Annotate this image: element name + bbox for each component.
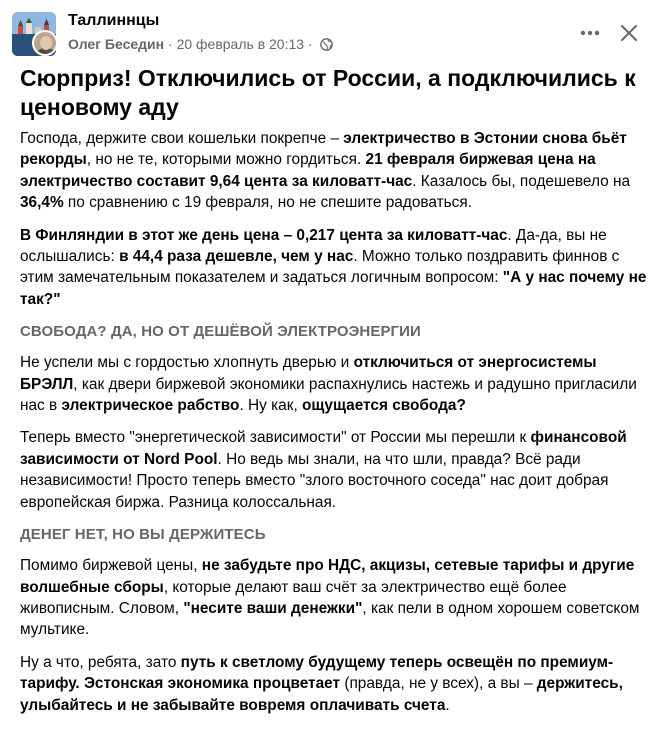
close-button[interactable] <box>614 18 644 48</box>
more-options-button[interactable] <box>575 18 605 48</box>
section-heading-freedom: СВОБОДА? ДА, НО ОТ ДЕШЁВОЙ ЭЛЕКТРОЭНЕРГИИ <box>20 323 421 341</box>
post-meta <box>68 36 333 52</box>
paragraph-1: Господа, держите свои кошельки покрепче – электричество в Эстонии снова бьёт рекорды, но не те, которыми можно гордиться. 21 февраля биржевая цена на электричество составит 9,64 цента за киловатт-час. Казалось бы, подешевело на 36,4% по сравнению с 19 февраля, но не спешите радоваться. <box>20 130 631 212</box>
paragraph-4: Теперь вместо "энергетической зависимости" от России мы перешли к финансовой зависимости от Nord Pool. Но ведь мы знали, на что шли, правда? Всё ради независимости! Просто теперь вместо "злого восточного соседа" нас доит добрая европейская биржа. Разница колоссальная. <box>20 429 627 511</box>
post-title: Сюрприз! Отключились от России, а подключились к ценовому аду <box>20 65 636 120</box>
paragraph-3: Не успели мы с гордостью хлопнуть дверью и отключиться от энергосистемы БРЭЛЛ, как двери биржевой экономики распахнулись настежь и радушно пригласили нас в электрическое рабство. Ну как, ощущается свобода? <box>20 354 637 415</box>
meta-separator: · <box>164 36 177 52</box>
close-icon <box>620 24 638 42</box>
section-heading-money: ДЕНЕГ НЕТ, НО ВЫ ДЕРЖИТЕСЬ <box>20 526 266 544</box>
globe-icon <box>320 38 333 51</box>
paragraph-5: Помимо биржевой цены, не забудьте про НДС, акцизы, сетевые тарифы и другие волшебные сборы, которые делают ваш счёт за электричество ещё более живописным. Словом, "несите ваши денежки", как пели в одном хорошем советском мультике. <box>20 557 640 639</box>
post-date-link[interactable]: 20 февраль в 20:13 <box>176 36 305 52</box>
paragraph-6: Ну а что, ребята, зато путь к светлому будущему теперь освещён по премиум-тарифу. Эстонская экономика процветает (правда, не у всех), а вы – держитесь, улыбайтесь и не забывайте вовремя оплачивать счета. <box>20 653 623 714</box>
paragraph-2: В Финляндии в этот же день цена – 0,217 цента за киловатт-час. Да-да, вы не ослышались: в 44,4 раза дешевле, чем у нас. Можно только поздравить финнов с этим замечательным показателем и задаться логичным вопросом: "А у нас почему не так?" <box>20 226 647 308</box>
author-name-link[interactable]: Олег Беседин <box>68 36 165 52</box>
post-body <box>20 128 648 727</box>
author-avatar[interactable] <box>32 30 58 56</box>
more-icon <box>580 30 600 36</box>
post-header <box>0 0 663 62</box>
meta-separator-2: · <box>304 36 317 52</box>
group-name-link[interactable]: Таллиннцы <box>68 12 160 29</box>
